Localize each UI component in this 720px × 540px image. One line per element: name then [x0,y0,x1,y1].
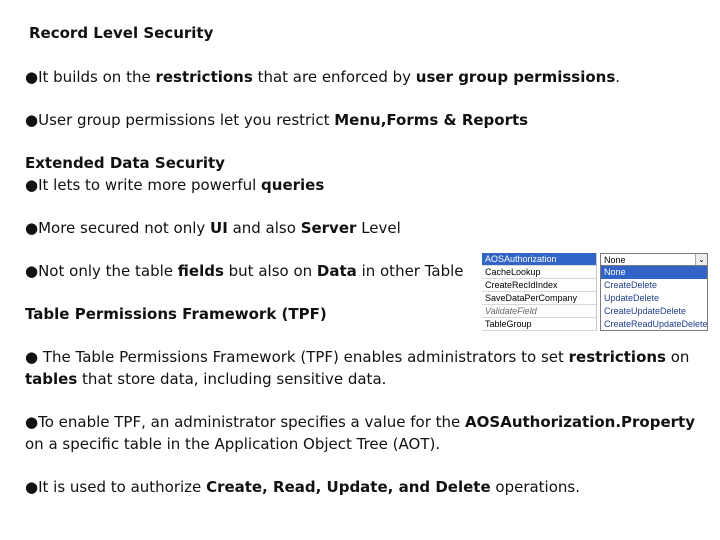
rls-bullet-1: ●It builds on the restrictions that are enforced by user group permissions. [25,68,621,86]
property-name-column [482,253,597,331]
aosauthorization-select[interactable] [600,253,708,266]
heading-record-level-security: Record Level Security [29,24,214,42]
property-row-savedatapercompany[interactable]: SaveDataPerCompany [482,292,596,305]
option-create-read-update-delete[interactable]: CreateReadUpdateDelete [604,319,708,329]
heading-extended-data-security: Extended Data Security [25,154,225,172]
tpf-bullet-2: ●To enable TPF, an administrator specifies a value for the AOSAuthorization.Property on a specific table in the Application Object Tree (AOT). [25,413,695,453]
aosauthorization-selected-value: None [604,255,626,265]
aot-property-grid [482,253,708,331]
option-update-delete[interactable]: UpdateDelete [604,293,660,303]
chevron-down-icon[interactable]: ⌄ [695,254,707,265]
eds-bullet-3: ●Not only the table fields but also on Data in other Table [25,262,464,280]
option-create-update-delete[interactable]: CreateUpdateDelete [604,306,687,316]
eds-bullet-1: ●It lets to write more powerful queries [25,176,325,194]
aosauthorization-options-list [600,266,708,331]
property-row-aosauthorization[interactable]: AOSAuthorization [482,253,596,266]
property-row-tablegroup[interactable]: TableGroup [482,318,596,331]
option-none[interactable]: None [601,266,707,279]
heading-table-permissions-framework: Table Permissions Framework (TPF) [25,305,327,323]
property-row-validatefield[interactable]: ValidateField [482,305,596,318]
option-create-delete[interactable]: CreateDelete [604,280,658,290]
rls-bullet-2: ●User group permissions let you restrict Menu,Forms & Reports [25,111,529,129]
property-row-cachelookup[interactable]: CacheLookup [482,266,596,279]
tpf-bullet-1: ● The Table Permissions Framework (TPF) enables administrators to set restrictions on tables that store data, including sensitive data. [25,348,690,388]
eds-bullet-2: ●More secured not only UI and also Server Level [25,219,401,237]
property-row-createrecidindex[interactable]: CreateRecIdIndex [482,279,596,292]
tpf-bullet-3: ●It is used to authorize Create, Read, Update, and Delete operations. [25,478,580,496]
